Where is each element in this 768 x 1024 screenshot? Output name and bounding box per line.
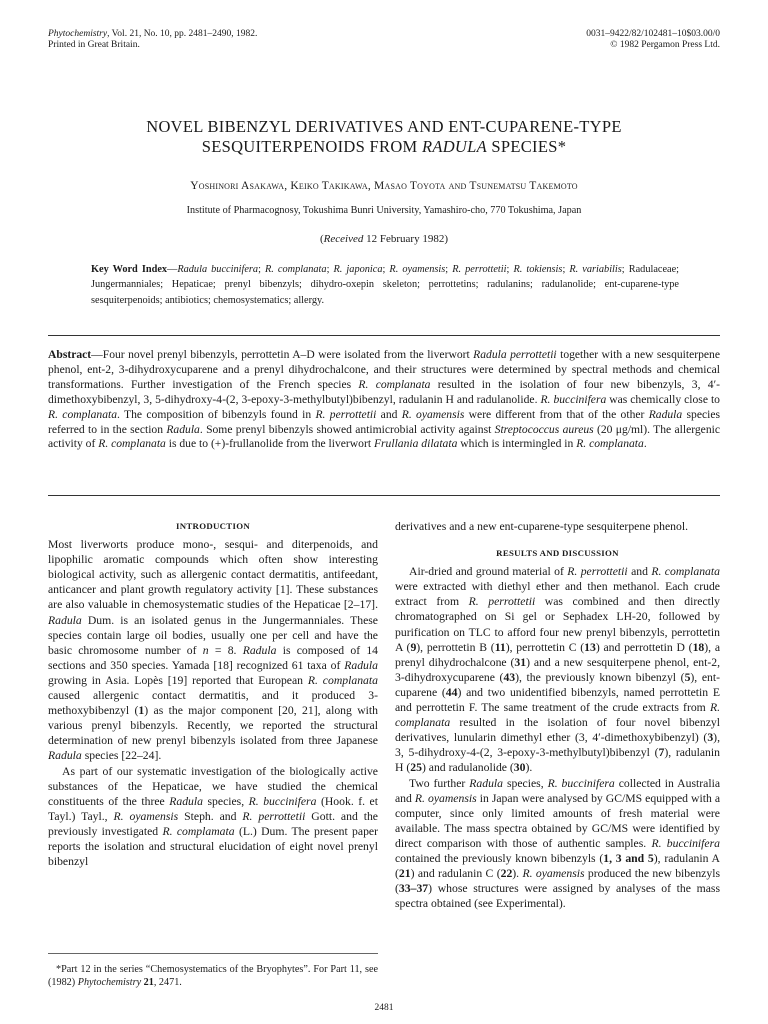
divider-bottom <box>48 495 720 496</box>
abstract-text: species referred to in the section <box>48 407 721 436</box>
author-list: Yoshinori Asakawa, Keiko Takikawa, Masao Toyota and Tsunematsu Takemoto <box>190 180 578 192</box>
body-text: As part of our systematic investigation of the biologically active substances of the Hepaticae, we have studied the chemical constituents of the three <box>48 764 378 808</box>
received-year: 1982) <box>419 233 448 245</box>
title-genus: RADULA <box>421 137 487 156</box>
body-text: produced the new bibenzyls ( <box>395 867 720 896</box>
taxon: R. perrottetii <box>468 595 536 609</box>
taxon: R. oyamensis <box>113 809 179 823</box>
body-text: ) and a new sesquiterpene phenol, ent-2, 3-dihydroxycuparene ( <box>395 655 721 684</box>
taxon: R. oyamensis <box>522 867 585 881</box>
body-text: species [22–24]. <box>81 749 162 763</box>
compound-number: 22 <box>500 867 513 881</box>
abstract-text: —Four novel prenyl bibenzyls, perrottetin A–D were isolated from the liverwort <box>91 348 474 361</box>
abstract-text: and <box>376 407 402 421</box>
compound-number: 25 <box>410 761 422 775</box>
keyword-taxon: Radula buccinifera <box>177 264 259 275</box>
body-text: species, <box>202 794 249 808</box>
taxon: Radula <box>48 613 82 627</box>
body-text: ) as the major component [20, 21], along with various prenyl bibenzyls. Recently, we reported the structural determination of new prenyl bibenzyls isolated from three Japanese <box>48 704 378 748</box>
taxon: Radula <box>48 749 82 763</box>
abstract-text: . The composition of bibenzyls found in <box>117 407 316 421</box>
body-text: = 8. <box>208 643 243 657</box>
abstract <box>48 348 720 452</box>
body-text: ) whose structures were assigned by analyses of the mass spectra obtained (see Experimental). <box>395 882 720 911</box>
compound-number: 1, 3 and 5 <box>603 851 654 865</box>
footnote-journal: Phytochemistry <box>77 977 142 989</box>
body-text: species, <box>503 776 548 790</box>
taxon: R. complanata <box>651 565 720 579</box>
compound-number: 1 <box>138 704 145 718</box>
keyword-taxon: R. tokiensis <box>513 264 563 275</box>
abstract-taxon: R. complanata <box>576 437 644 451</box>
body-text: resulted in the isolation of four novel bibenzyl derivatives, lunularin dimethyl ether (3, 4′-dimethoxybibenzyl) ( <box>395 716 720 745</box>
abstract-text: . Some prenyl bibenzyls showed antimicrobial activity against <box>199 422 495 436</box>
body-text: growing in Asia. Lopès [19] reported that European <box>48 673 308 687</box>
abstract-text: is due to (+)-frullanolide from the liverwort <box>165 437 374 451</box>
intro-continuation: derivatives and a new ent-cuparene-type sesquiterpene phenol. <box>395 520 689 533</box>
title-text: SESQUITERPENOIDS FROM <box>201 137 422 156</box>
footnote-rule <box>48 953 378 954</box>
intro-paragraph-2 <box>48 764 378 870</box>
compound-number: 11 <box>494 640 506 654</box>
footnote-volume: 21 <box>143 977 154 989</box>
abstract-taxon: R. complanata <box>48 407 118 421</box>
keyword-sep: ; <box>445 264 453 275</box>
body-text: ), ent-cuparene ( <box>395 670 720 699</box>
body-text: is composed of 14 sections and 350 species. Yamada [18] recognized 61 taxa of <box>48 643 379 672</box>
body-text: contained the previously known bibenzyls ( <box>395 851 604 865</box>
body-text: and <box>627 565 652 579</box>
body-text: ). <box>525 761 533 775</box>
taxon: Radula <box>469 776 504 790</box>
divider-top <box>48 335 720 336</box>
abstract-taxon: R. perrottetii <box>315 407 377 421</box>
compound-number: 13 <box>584 640 596 654</box>
body-text: ), perrottetin C ( <box>505 640 585 654</box>
abstract-text: which is intermingled in <box>457 437 577 451</box>
printed-in: Printed in Great Britain. <box>48 40 140 50</box>
abstract-taxon: Radula perrottetii <box>473 348 557 361</box>
keyword-index <box>91 262 679 308</box>
body-text: Most liverworts produce mono-, sesqui- and diterpenoids, and lipophilic aromatic compounds which often show interesting biological activity, such as allergenic contact dermatitis, antifeedant, anticancer and plant growth regulatory activity [1]. These substances are also valuable in chemosystematic studies of the Hepaticae [2–17]. <box>48 538 378 612</box>
keyword-taxon: R. complanata <box>265 264 327 275</box>
right-column <box>395 519 720 911</box>
running-header-left <box>48 29 257 51</box>
taxon: Radula <box>169 794 203 808</box>
abstract-text: were different from that of the other <box>464 407 649 421</box>
compound-number: 33–37 <box>398 882 429 896</box>
taxon: R. perrottetii <box>567 565 628 579</box>
received-open: ( <box>320 233 324 245</box>
page-number: 2481 <box>374 1003 394 1013</box>
footnote-page: , 2471. <box>153 977 182 989</box>
keyword-sep: ; <box>258 264 265 275</box>
abstract-taxon: R. oyamensis <box>401 407 465 421</box>
intro-paragraph-1 <box>48 537 378 763</box>
taxon: R. oyamensis <box>414 791 477 805</box>
keyword-sep: ; <box>562 264 570 275</box>
body-text: ), radulanin A ( <box>395 851 720 881</box>
abstract-taxon: R. complanata <box>358 377 431 391</box>
compound-number: 31 <box>514 655 527 669</box>
compound-number: 44 <box>445 685 458 699</box>
abstract-taxon: Streptococcus aureus <box>494 422 594 436</box>
body-text: ) and radulanin C ( <box>410 867 501 881</box>
keyword-dash: — <box>167 264 178 275</box>
citation-line <box>48 29 257 40</box>
taxon: R. perrottetii <box>242 809 306 823</box>
keyword-taxon: R. oyamensis <box>389 264 446 275</box>
results-paragraph-2 <box>395 776 720 912</box>
body-text: ), 3, 5-dihydroxy-4-(2, 3-epoxy-3-methylbutyl)bibenzyl ( <box>395 731 720 760</box>
body-text: ), perrottetin B ( <box>416 640 495 654</box>
article-code: 0031–9422/82/102481–10$03.00/0 <box>586 29 720 39</box>
body-text: ) and two unidentified bibenzyls, named perrottetin E and perrottetin F. The same treatment of the crude extracts from <box>395 685 720 715</box>
body-text: ), the previously known bibenzyl ( <box>515 670 685 684</box>
keyword-taxon: R. perrottetii <box>452 264 507 275</box>
compound-number: 5 <box>684 670 691 684</box>
taxon: R. buccinifera <box>651 836 720 850</box>
abstract-taxon: Radula <box>166 422 200 436</box>
body-text: Two further <box>409 776 470 790</box>
journal-name: Phytochemistry <box>48 29 108 39</box>
keyword-sep: ; <box>382 264 390 275</box>
abstract-taxon: Frullania dilatata <box>373 437 458 451</box>
introduction-heading: INTRODUCTION <box>176 521 250 531</box>
received-label: Received <box>323 233 364 245</box>
body-text: caused allergenic contact dermatitis, and it produced 3-methoxybibenzyl ( <box>48 689 378 718</box>
compound-number: 3 <box>707 731 714 745</box>
compound-number: 21 <box>398 867 411 881</box>
taxon: R. complanata <box>395 701 720 730</box>
taxon: R. buccinifera <box>547 776 615 790</box>
footnote <box>48 963 378 990</box>
abstract-text: (20 μg/ml). The allergenic activity of <box>48 422 720 451</box>
keyword-terms: ; Radulaceae; Jungermanniales; Hepaticae; prenyl bibenzyls; dihydro-oxepin skeleton; perrottetins; radulanins; radulanolide; ent-cuparene-type sesquiterpenoids; antibiotics; chemosystematics; allergy. <box>91 264 680 306</box>
copyright: © 1982 Pergamon Press Ltd. <box>610 40 720 50</box>
taxon: R. complamata <box>162 824 235 838</box>
keyword-taxon: R. variabilis <box>569 264 622 275</box>
body-text: Dum. is an isolated genus in the Jungermanniales. These species contain large oil bodies, usually one per cell and have the basic chromosome number of <box>48 613 378 657</box>
abstract-text: . <box>643 437 647 451</box>
abstract-label: Abstract <box>48 348 92 361</box>
abstract-taxon: R. complanata <box>98 437 166 451</box>
body-text: ). <box>512 867 523 881</box>
body-text: ) and radulanolide ( <box>421 761 514 775</box>
footnote-text: *Part 12 in the series “Chemosystematics of the Bryophytes”. For Part 11, see (1982) <box>48 964 378 989</box>
paper-title-line-2 <box>0 137 768 157</box>
taxon: Radula <box>242 643 277 657</box>
abstract-text: together with a new sesquiterpene phenol, ent-2, 3-dihydroxycuparene and a prenyl dihydrochalcone, and their structures were determined by spectral methods and chemical transformations. Further investigation of the French species <box>48 348 720 391</box>
abstract-taxon: Radula <box>648 407 683 421</box>
paper-title-line-1: NOVEL BIBENZYL DERIVATIVES AND ENT-CUPARENE-TYPE <box>146 117 622 136</box>
body-text: (L.) Dum. The present paper reports the isolation and structural elucidation of eight novel prenyl bibenzyl <box>48 824 379 869</box>
taxon: R. complanata <box>307 673 378 687</box>
body-text: Air-dried and ground material of <box>409 565 568 579</box>
body-text: (Hook. f. et Tayl.) Tayl., <box>48 794 378 823</box>
volume-info: , Vol. 21, No. 10, pp. 2481–2490, 1982. <box>107 29 258 39</box>
abstract-text: resulted in the isolation of four new bibenzyls, 3, 4′-dimethoxybibenzyl, 3, 5-dihydroxy-4-(2, 3-epoxy-3-methylbutyl)bibenzyl, radulanin H and radulanolide. <box>48 377 720 406</box>
body-text: ), a prenyl dihydrochalcone ( <box>395 640 721 669</box>
body-text: Steph. and <box>178 809 243 823</box>
taxon: Radula <box>344 658 378 672</box>
received-day: 12 February <box>363 233 420 245</box>
body-text: ) and perrottetin D ( <box>595 640 693 654</box>
body-text: was combined and then directly chromatographed on Si gel or Sephadex LH-20, followed by purification on TLC to afford four new prenyl bibenzyls, perrottetin A ( <box>395 595 720 654</box>
affiliation: Institute of Pharmacognosy, Tokushima Bunri University, Yamashiro-cho, 770 Tokushima, Japan <box>186 205 582 216</box>
keyword-taxon: R. japonica <box>333 264 383 275</box>
body-text: were extracted with diethyl ether and then methanol. Each crude extract from <box>395 580 720 609</box>
keyword-sep: ; <box>326 264 334 275</box>
compound-number: 9 <box>410 640 417 654</box>
abstract-text: was chemically close to <box>606 392 720 406</box>
results-paragraph-1 <box>395 564 720 775</box>
body-text: Gott. and the previously investigated <box>48 809 378 838</box>
variable: n <box>202 643 209 657</box>
body-text: ), radulanin H ( <box>395 746 720 775</box>
compound-number: 30 <box>513 761 526 775</box>
keyword-label: Key Word Index <box>91 264 168 275</box>
keyword-sep: ; <box>506 264 514 275</box>
abstract-taxon: R. buccinifera <box>540 392 607 406</box>
compound-number: 43 <box>503 670 516 684</box>
running-header-right <box>586 29 720 51</box>
title-text-end: SPECIES* <box>487 137 567 156</box>
results-heading: RESULTS AND DISCUSSION <box>496 548 619 559</box>
taxon: R. buccinifera <box>248 794 317 808</box>
received-date <box>0 233 768 245</box>
left-column <box>48 519 378 869</box>
body-text: collected in Australia and <box>395 776 721 805</box>
body-text: in Japan were analysed by GC/MS equipped with a computer, since only limited amounts of fresh material were available. The mass spectra obtained by GC/MS were identified by direct comparison with those of authentic samples. <box>395 791 721 850</box>
compound-number: 18 <box>692 640 705 654</box>
compound-number: 7 <box>658 746 665 760</box>
